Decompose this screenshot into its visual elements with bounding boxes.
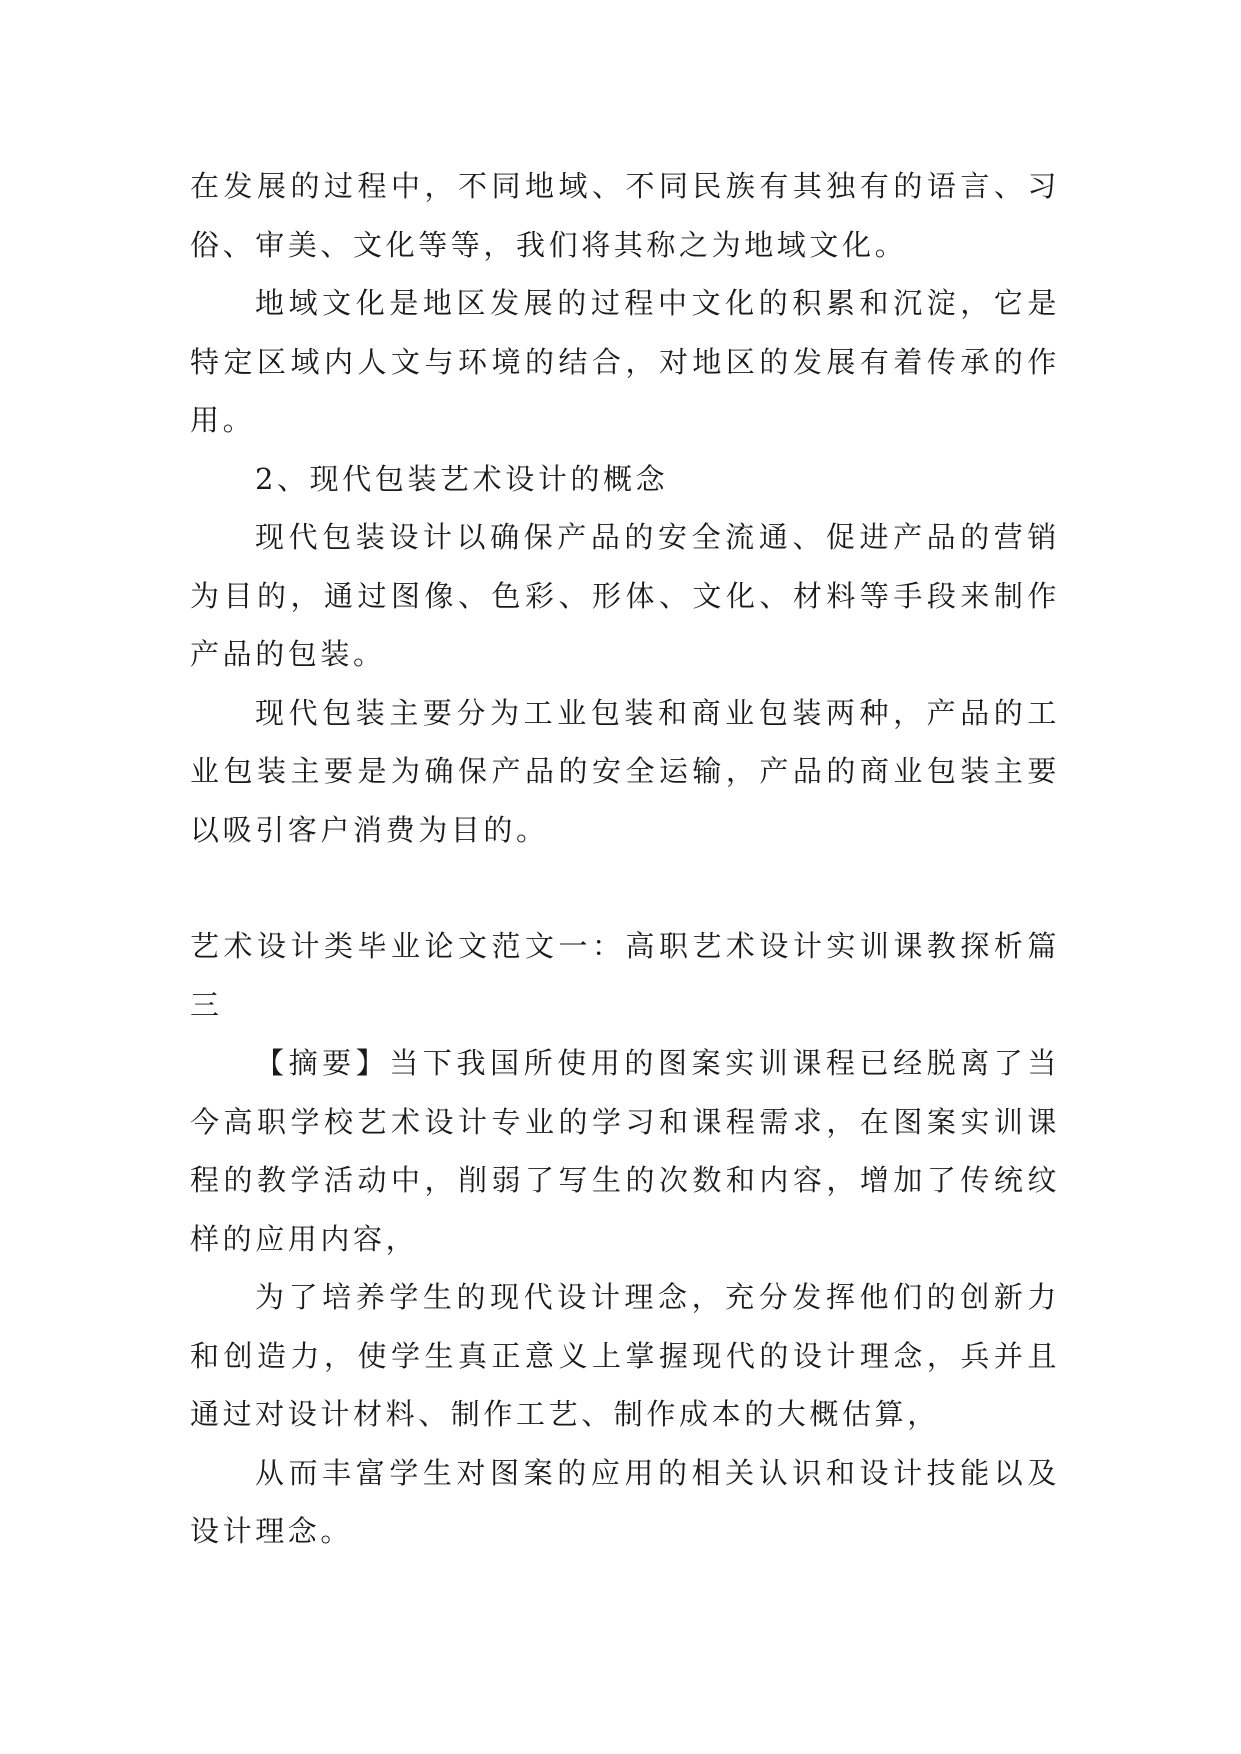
subheading-packaging-concept: 2、现代包装艺术设计的概念: [255, 461, 669, 496]
paragraph-regional-culture-definition: 地域文化是地区发展的过程中文化的积累和沉淀，它是特定区域内人文与环境的结合，对地区的发展有着传承的作用。: [190, 286, 1060, 437]
paragraph-modern-packaging-design: 现代包装设计以确保产品的安全流通、促进产品的营销为目的，通过图像、色彩、形体、文化、材料等手段来制作产品的包装。: [190, 520, 1060, 671]
paragraph-design-concept: 为了培养学生的现代设计理念，充分发挥他们的创新力和创造力，使学生真正意义上掌握现代的设计理念，兵并且通过对设计材料、制作工艺、制作成本的大概估算，: [190, 1280, 1060, 1431]
paragraph-design-skills: 从而丰富学生对图案的应用的相关认识和设计技能以及设计理念。: [190, 1455, 1060, 1548]
document-body: [190, 157, 1060, 1561]
section-spacer: [190, 859, 1060, 917]
section-heading: 艺术设计类毕业论文范文一：高职艺术设计实训课教探析篇三: [190, 929, 1060, 1022]
paragraph-packaging-types: 现代包装主要分为工业包装和商业包装两种，产品的工业包装主要是为确保产品的安全运输，产品的商业包装主要以吸引客户消费为目的。: [190, 695, 1060, 847]
paragraph-regional-culture-intro: 在发展的过程中，不同地域、不同民族有其独有的语言、习俗、审美、文化等等，我们将其称之为地域文化。: [190, 169, 1060, 262]
paragraph-abstract: 【摘要】当下我国所使用的图案实训课程已经脱离了当今高职学校艺术设计专业的学习和课程需求，在图案实训课程的教学活动中，削弱了写生的次数和内容，增加了传统纹样的应用内容，: [190, 1046, 1060, 1256]
